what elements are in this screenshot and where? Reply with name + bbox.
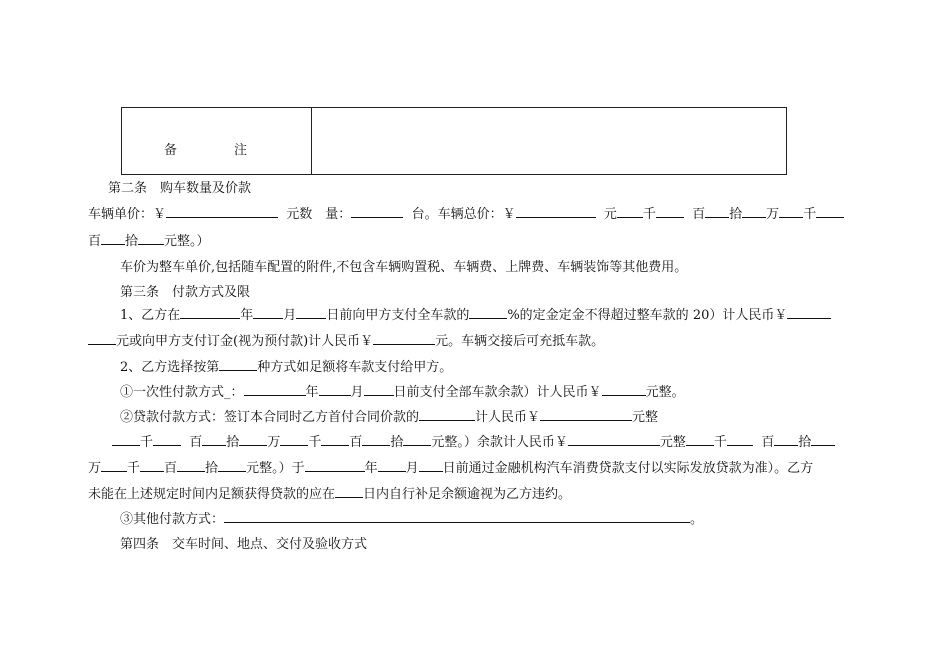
price-note: 车价为整车单价,包括随车配置的附件,不包含车辆购置税、车辆费、上牌费、车辆装饰等其他费用。	[120, 260, 688, 275]
lump-sum-line: ①一次性付款方式_： 年 月 日前支付全部车款余款）计人民币￥ 元整。	[120, 385, 685, 400]
loan-line-1: ②贷款付款方式：签订本合同时乙方首付合同价款的 计人民币￥ 元整	[120, 410, 659, 425]
loan-line-4: 未能在上述规定时间内足额获得贷款的应在 日内自行补足余额逾视为乙方违约。	[88, 487, 572, 502]
payment-choice-line: 2、乙方选择按第 种方式如足额将车款支付给甲方。	[120, 360, 453, 375]
article3-heading: 第三条 付款方式及限	[120, 285, 251, 300]
remark-label: 备 注	[122, 108, 312, 174]
deposit-line-1: 1、乙方在 年 月 日前向甲方支付全车款的 %的定金定金不得超过整车款的 20）计人民币￥	[120, 304, 831, 323]
remark-table	[121, 107, 787, 175]
unit-price-line: 车辆单价：￥ 元数 量： 台。车辆总价：￥ 元 千 百 拾 万 千	[88, 203, 844, 222]
unit-price-line-2: 百 拾 元整。）	[88, 234, 210, 249]
article4-heading: 第四条 交车时间、地点、交付及验收方式	[120, 537, 368, 552]
deposit-line-2: 元或向甲方支付订金(视为预付款)计人民币￥ 元。车辆交接后可充抵车款。	[88, 330, 604, 349]
remark-value	[312, 108, 786, 174]
loan-line-2: 千 百 拾 万 千 百 拾 元整。）余款计人民币￥ 元整 千 百 拾	[112, 431, 835, 450]
article2-heading: 第二条 购车数量及价款	[108, 181, 252, 196]
other-payment-line: ③其他付款方式： 。	[120, 512, 704, 527]
loan-line-3: 万 千 百 拾 元整。）于 年 月 日前通过金融机构汽车消费贷款支付以实际发放贷款为准）。乙方	[88, 461, 814, 476]
